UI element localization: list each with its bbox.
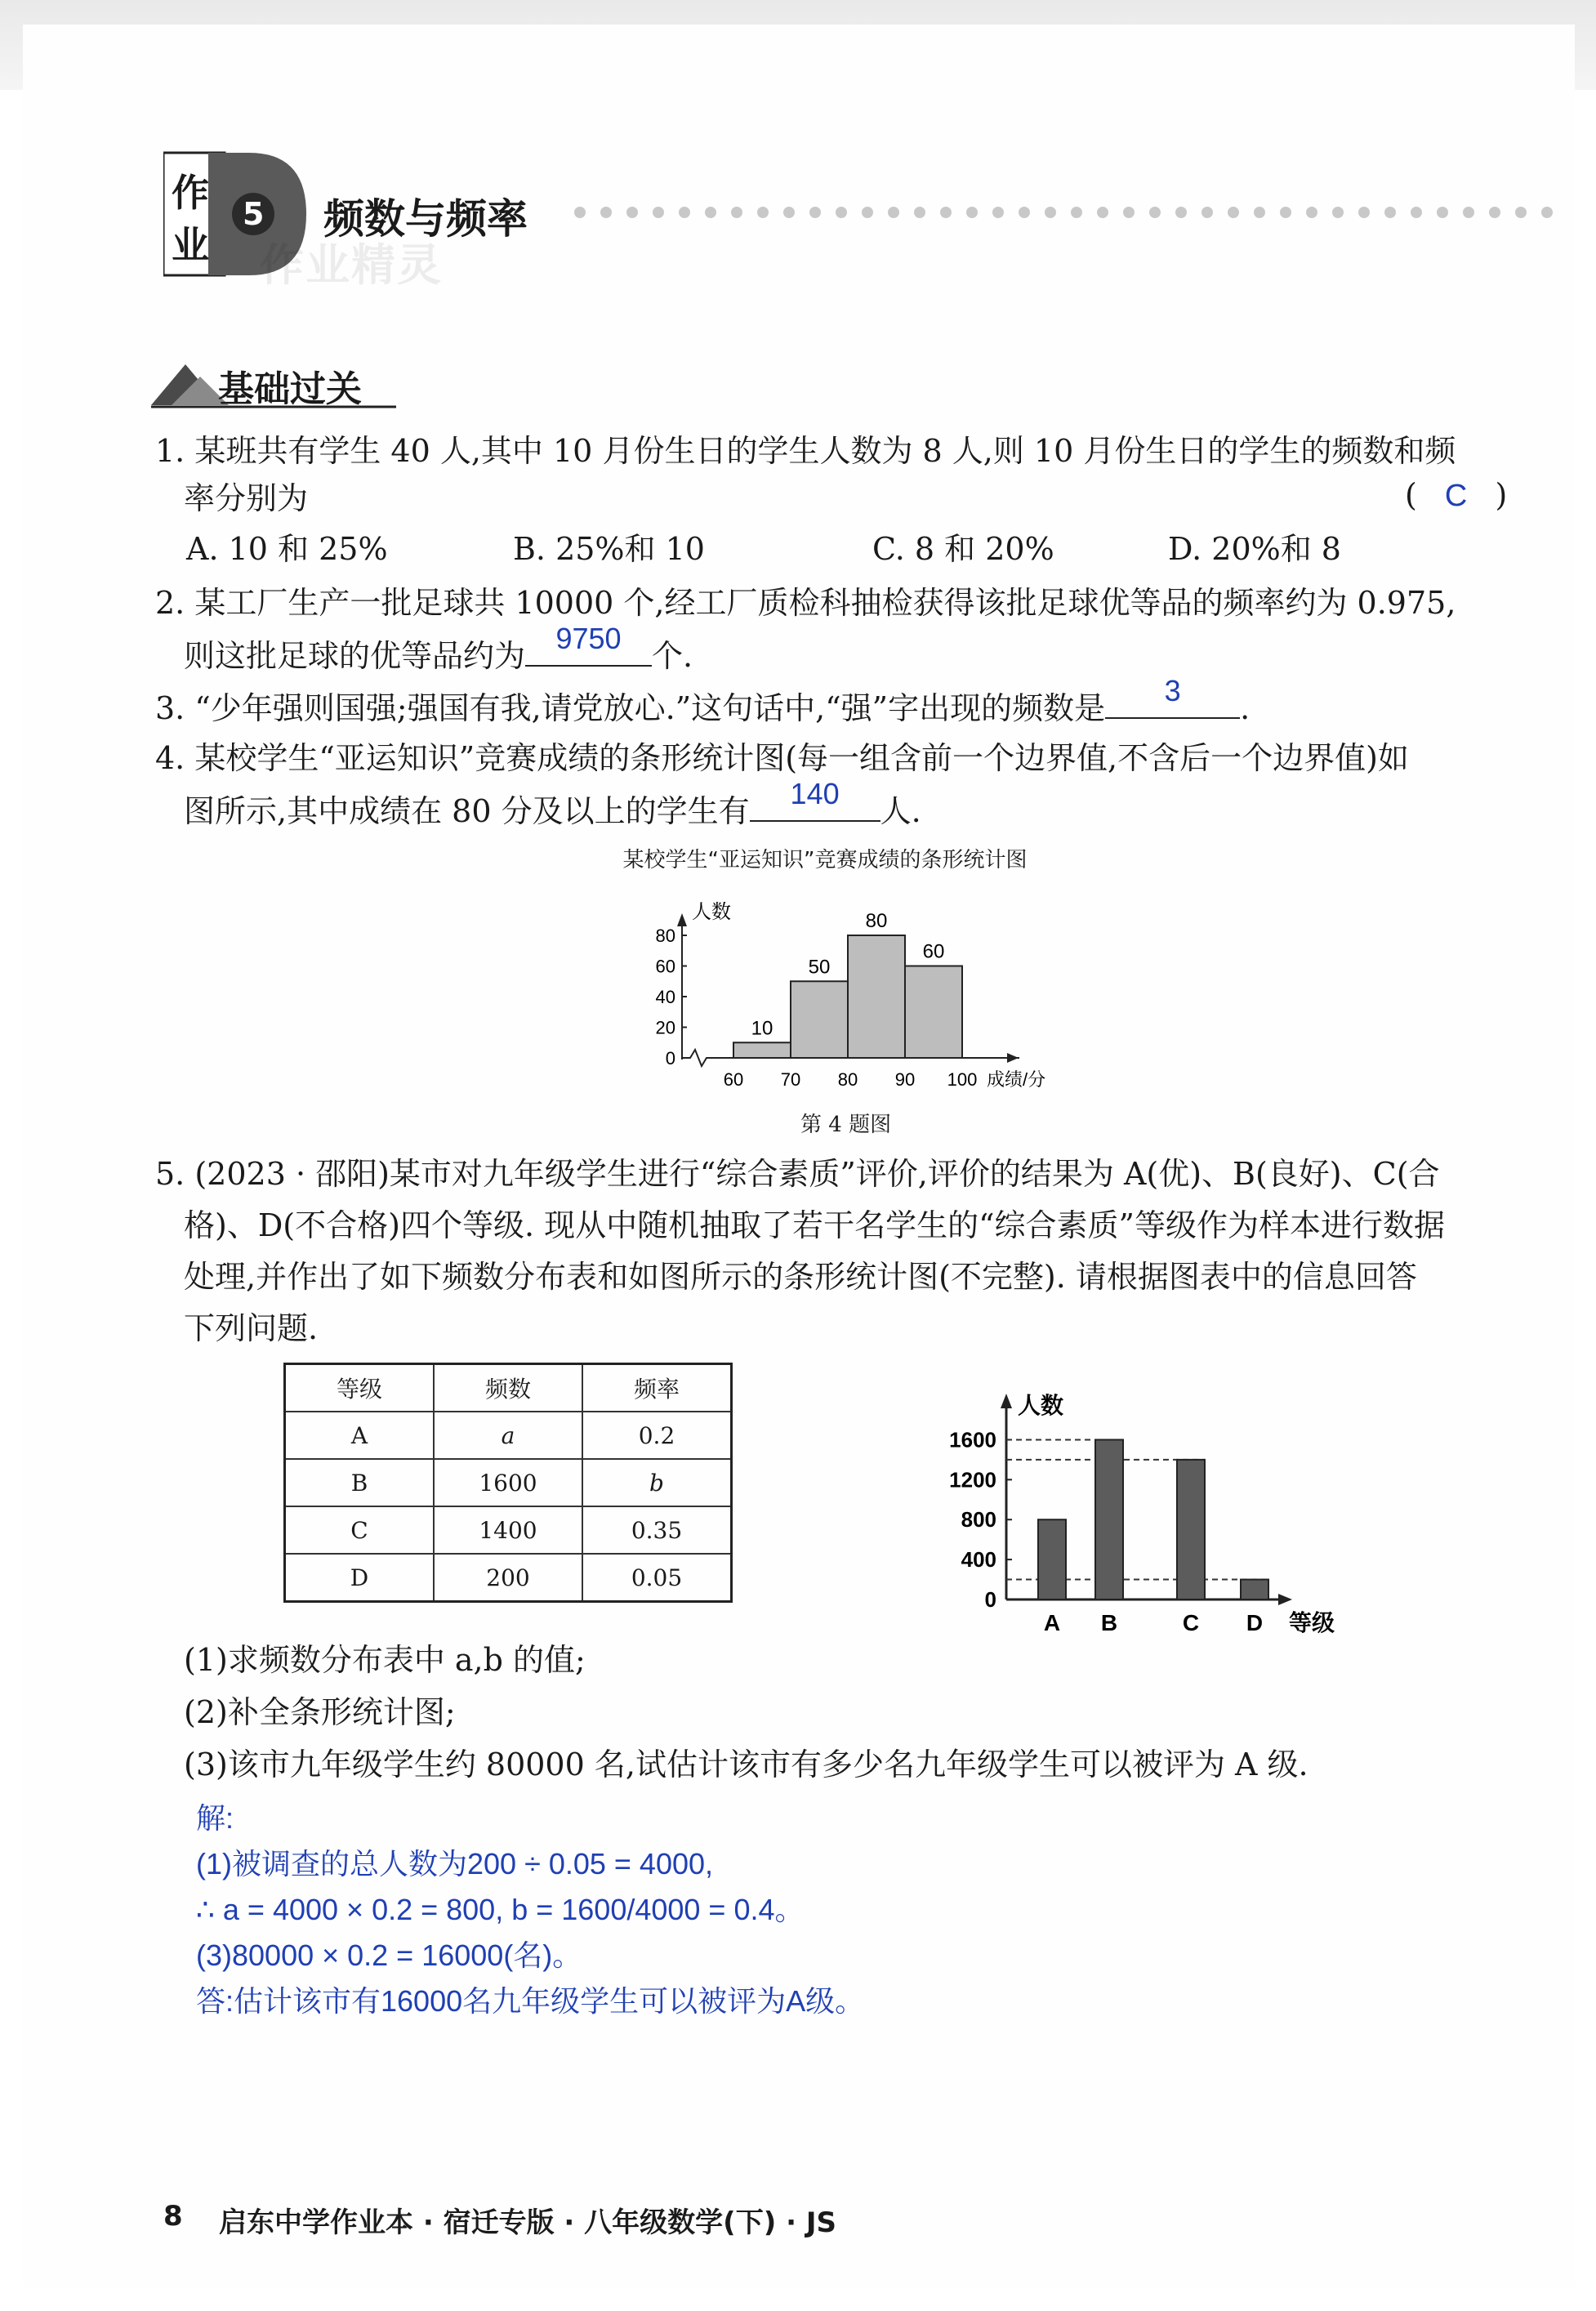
chart1-x-tick: 70 [780,1069,801,1090]
chart2-y-tick: 1200 [949,1467,996,1492]
table-cell: 0.05 [582,1554,732,1602]
table-cell: 0.35 [582,1506,732,1554]
chart1-y-tick: 80 [655,926,675,946]
q5-sub1: (1)求频数分布表中 a,b 的值; [184,1642,586,1678]
header-dot [862,207,873,218]
badge-text-top: 作 [172,171,209,215]
table-header: 等级 [285,1364,435,1412]
chart1-data-label: 80 [865,910,888,932]
header-dot [705,207,716,218]
header-dot [1045,207,1056,218]
q3-post: . [1240,690,1250,726]
q5-line1: 5. (2023 · 邵阳)某市对九年级学生进行“综合素质”评价,评价的结果为 A(优)、B(良好)、C(合 [155,1156,1440,1192]
chart2-x-tick: B [1100,1610,1118,1635]
header-dot [1515,207,1527,218]
header-dot [1358,207,1370,218]
badge-text-bottom: 业 [172,223,209,267]
q5-sub2: (2)补全条形统计图; [184,1694,456,1730]
header-dot [783,207,795,218]
chart2-y-arrow [1001,1394,1012,1408]
table-header: 频数 [434,1364,582,1412]
q2-line2 [184,622,693,682]
header-dot [1332,207,1344,218]
table-cell: 0.2 [582,1412,732,1459]
header-dot [600,207,612,218]
chart2-y-label: 人数 [1018,1393,1064,1418]
q2-blank [525,622,652,667]
chart1-y-tick: 60 [655,956,675,977]
header-dot [1175,207,1187,218]
q1-paren-close: ) [1495,477,1508,513]
section-heading [151,356,404,413]
chart2-y-tick: 0 [984,1587,996,1612]
chart2-bar [1038,1519,1066,1599]
table-cell: b [582,1459,732,1506]
table-cell: B [285,1459,435,1506]
chart1-title: 某校学生“亚运知识”竞赛成绩的条形统计图 [622,848,1028,872]
chart1-data-label: 10 [751,1017,773,1040]
table-row [285,1412,732,1459]
q4-line2-post: 人. [880,793,921,829]
chart1-caption: 第 4 题图 [800,1113,892,1137]
header-dot [1123,207,1135,218]
header-dot [653,207,664,218]
chart1-x-tick: 90 [894,1069,916,1090]
answer-line: 答:估计该市有16000名九年级学生可以被评为A级。 [196,1984,865,2018]
header-dot [1437,207,1448,218]
header-dot [1097,207,1108,218]
chart1-histogram [621,890,1111,1103]
header-dot [1071,207,1082,218]
chart1-bar [791,981,848,1058]
q1-option-a: A. 10 和 25% [186,531,388,567]
header-dot [626,207,638,218]
chart2-bar [1241,1580,1268,1599]
q4-blank [750,777,880,822]
q4-line2 [184,777,921,837]
chart2-x-tick: D [1246,1610,1264,1635]
header-dot [1254,207,1265,218]
q2-answer: 9750 [555,622,622,655]
chart2-x-label: 等级 [1289,1610,1335,1635]
header-dot [1201,207,1213,218]
chart1-y-tick: 0 [665,1048,675,1069]
table-cell: A [285,1412,435,1459]
chart1-y-label: 人数 [692,901,731,923]
table-header: 频率 [582,1364,732,1412]
table-row [285,1506,732,1554]
q3-line [155,674,1250,734]
header-dot [914,207,925,218]
header-dot [757,207,769,218]
table-row [285,1554,732,1602]
badge-number: 5 [243,196,265,232]
chart1-bar [905,966,962,1059]
chart1-data-label: 50 [808,956,831,979]
q4-answer: 140 [790,777,840,810]
table-cell: a [434,1412,582,1459]
q5-line2: 格)、D(不合格)四个等级. 现从中随机抽取了若干名学生的“综合素质”等级作为样本进行数据 [184,1207,1445,1243]
header-dot [1541,207,1553,218]
frequency-table [283,1363,733,1603]
header-dot [1149,207,1161,218]
table-cell: 1600 [434,1459,582,1506]
answer-line: (1)被调查的总人数为200 ÷ 0.05 = 4000, [196,1847,714,1880]
chart2-y-tick: 400 [961,1547,996,1573]
q3-text: 3. “少年强则国强;强国有我,请党放心.”这句话中,“强”字出现的频数是 [155,690,1106,726]
header-dot [1280,207,1291,218]
q1-option-c: C. 8 和 20% [872,531,1054,567]
assignment-title: 频数与频率 [323,195,528,243]
chart1-x-label: 成绩/分 [987,1069,1046,1090]
q5-line4: 下列问题. [184,1310,319,1346]
q3-blank [1105,674,1240,719]
table-cell: 200 [434,1554,582,1602]
chart1-bar [733,1042,791,1058]
chart2-x-tick: C [1182,1610,1200,1635]
q3-answer: 3 [1164,674,1181,707]
q2-line2-post: 个. [652,638,693,674]
header-dot [1228,207,1239,218]
header-dot [1306,207,1317,218]
q5-line3: 处理,并作出了如下频数分布表和如图所示的条形统计图(不完整). 请根据图表中的信息回答 [184,1259,1417,1295]
chart1-x-arrow [1007,1053,1019,1063]
header-dot [574,207,586,218]
answer-line: (3)80000 × 0.2 = 16000(名)。 [196,1938,582,1972]
q5-sub3: (3)该市九年级学生约 80000 名,试估计该市有多少名九年级学生可以被评为 A 级. [184,1747,1308,1782]
header-dot [1411,207,1422,218]
header-dotted-rule [572,204,1568,221]
chart2-x-arrow [1278,1594,1292,1605]
header-dot [966,207,978,218]
chart2-bar [1095,1439,1123,1599]
q1-option-d: D. 20%和 8 [1168,531,1341,567]
q2-line1: 2. 某工厂生产一批足球共 10000 个,经工厂质检科抽检获得该批足球优等品的频率约为 0.975, [155,585,1456,621]
table-cell: D [285,1554,435,1602]
header-dot [1019,207,1030,218]
header-dot [836,207,847,218]
q1-answer-bracket [1405,469,1507,522]
chart1-x-tick: 60 [723,1069,744,1090]
table-cell: 1400 [434,1506,582,1554]
header-dot [809,207,821,218]
header-dot [992,207,1004,218]
table-row [285,1459,732,1506]
chart2-y-tick: 1600 [949,1427,996,1452]
q1-line1: 1. 某班共有学生 40 人,其中 10 月份生日的学生人数为 8 人,则 10 月份生日的学生的频数和频 [155,433,1456,469]
chart1-y-tick: 40 [655,987,675,1007]
chart1-x-tick: 100 [947,1069,978,1090]
q2-line2-pre: 则这批足球的优等品约为 [184,638,526,674]
q1-paren-open: ( [1405,477,1417,513]
header-dot [1384,207,1396,218]
chart1-y-arrow [677,913,687,926]
header-dot [1463,207,1474,218]
header-dot [679,207,690,218]
answer-line: ∴ a = 4000 × 0.2 = 800, b = 1600/4000 = 0.4。 [196,1893,805,1926]
q1-answer: C [1444,479,1468,513]
watermark: 作业精灵 [260,239,443,291]
table-cell: C [285,1506,435,1554]
chart2-y-tick: 800 [961,1507,996,1532]
answer-line: 解: [196,1801,234,1835]
q4-line1: 4. 某校学生“亚运知识”竞赛成绩的条形统计图(每一组含前一个边界值,不含后一个边界值)如 [155,740,1409,776]
chart2-bar [1177,1460,1205,1599]
footer-text: 启东中学作业本 · 宿迁专版 · 八年级数学(下) · JS [219,2206,836,2239]
q1-option-b: B. 25%和 10 [513,531,705,567]
q4-line2-pre: 图所示,其中成绩在 80 分及以上的学生有 [184,793,750,829]
header-dot [940,207,952,218]
table-header-row [285,1364,732,1412]
header-dot [731,207,742,218]
page-number: 8 [163,2200,183,2233]
chart1-x-tick: 80 [837,1069,858,1090]
chart2-x-tick: A [1043,1610,1061,1635]
chart2-bar-chart [931,1381,1356,1650]
section-title: 基础过关 [218,368,362,410]
header-dot [888,207,899,218]
header-dot [1489,207,1500,218]
q1-line2: 率分别为 [184,480,309,516]
chart1-data-label: 60 [922,940,945,963]
chart1-y-tick: 20 [655,1017,675,1038]
chart1-bar [848,935,905,1058]
